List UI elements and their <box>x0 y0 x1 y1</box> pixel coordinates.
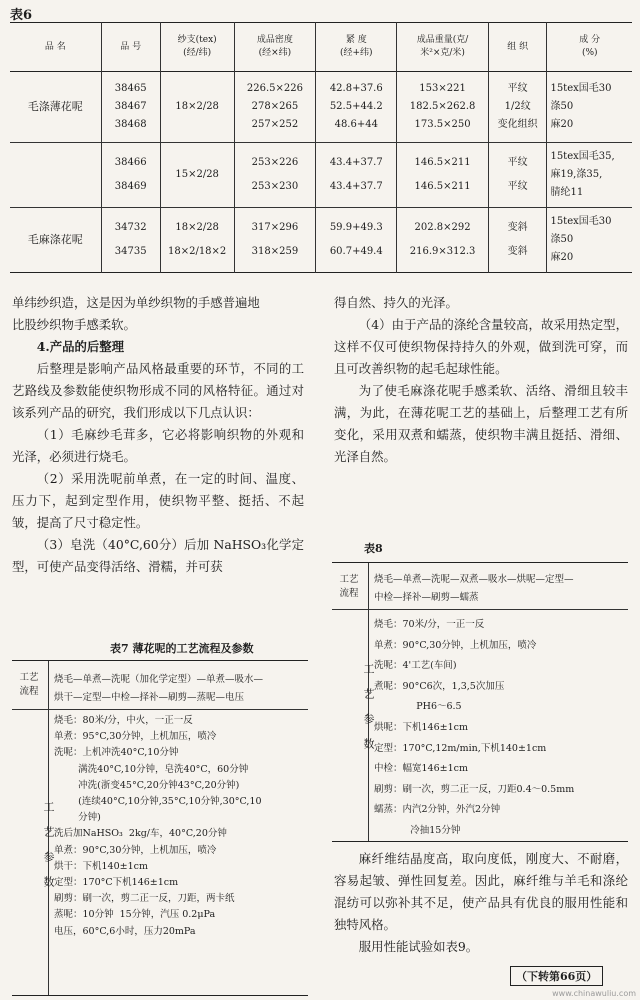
table6-value: 278×265 <box>251 101 299 112</box>
right_col-paragraph: （4）由于产品的涤纶含量较高，故采用热定型，这样不仅可使织物保持持久的外观，做到洗可穿，而且可改善织物的起毛起球性能。 <box>334 317 628 376</box>
table6-value: 226.5×226 <box>246 83 303 94</box>
table6-cell-tight <box>316 143 397 208</box>
table6-value: 146.5×211 <box>414 181 471 192</box>
param-line: 分钟) <box>54 812 101 824</box>
table6-cell-name <box>10 72 101 143</box>
table6-cell-comp <box>547 72 632 143</box>
table6-cell-weight <box>397 72 489 143</box>
table6-cell-weight <box>397 143 489 208</box>
param-line: 电压，60°C,6小时，压力20mPa <box>54 925 196 937</box>
table6-value: 18×2/28 <box>175 222 219 233</box>
table6 <box>10 22 632 273</box>
table6-header-6: 组 织 <box>488 23 547 72</box>
table6-value: 变斜 <box>507 246 528 257</box>
left_col-paragraph: 后整理是影响产品风格最重要的环节，不同的工艺路线及参数能使织物形成不同的风格特征。通过对该系列产品的研究，我们形成以下几点认识： <box>12 361 304 420</box>
param-line: 单煮：90°C,30分钟，上机加压，喷冷 <box>54 844 217 856</box>
table7 <box>12 660 308 996</box>
table6-header-1: 品 号 <box>101 23 160 72</box>
flow-label-1: 工艺 <box>339 574 359 585</box>
param-line: 满洗40°C,10分钟，皂洗40°C，60分钟 <box>54 763 249 775</box>
table6-value: 变斜 <box>507 222 528 233</box>
table6-value: 257×252 <box>251 119 299 130</box>
param-line: 烘呢：下机146±1cm <box>374 721 468 733</box>
table6-value: 15tex国毛30 <box>550 83 612 94</box>
table6-value: 麻20 <box>550 252 574 263</box>
table6-value: 18×2/28 <box>175 101 219 112</box>
table6-value: 涤50 <box>550 101 574 112</box>
table6-value: 42.8+37.6 <box>329 83 383 94</box>
table6-value: 202.8×292 <box>414 222 471 233</box>
param-line: 冲洗(浙变45°C,20分钟43°C,20分钟) <box>54 779 240 791</box>
table6-value: 182.5×262.8 <box>409 101 476 112</box>
table6-value: 48.6+44 <box>334 119 378 130</box>
param-line: 单煮：90°C,30分钟，上机加压，喷冷 <box>374 639 537 651</box>
table6-cell-density <box>234 208 316 273</box>
table6-value: 253×230 <box>251 181 299 192</box>
left_col-paragraph: 比股纱织物手感柔软。 <box>12 317 136 332</box>
table6-cell-name <box>10 208 101 273</box>
table6-value: 173.5×250 <box>414 119 471 130</box>
table6-value: 毛麻涤花呢 <box>27 233 83 246</box>
table6-cell-weave <box>488 143 547 208</box>
table6-row <box>10 72 632 143</box>
flow-line: 烧毛—单煮—洗呢—双煮—吸水—烘呢—定型— <box>374 574 574 585</box>
flow-label-2: 流程 <box>339 588 359 599</box>
table6-value: 60.7+49.4 <box>329 246 383 257</box>
table7-params <box>54 713 304 940</box>
table6-header-2: 纱支(tex) (经/纬) <box>160 23 234 72</box>
right_col-paragraph: 为了使毛麻涤花呢手感柔软、活络、滑细且较丰满，为此，在薄花呢工艺的基础上，后整理工艺有所变化，采用双煮和蠕蒸，使织物丰满且挺括、滑细、光泽自然。 <box>334 383 628 464</box>
table6-value: 平纹 <box>507 181 528 192</box>
table6-header-4: 紧 度 (经+纬) <box>316 23 397 72</box>
right_col-paragraph: 得自然、持久的光泽。 <box>334 295 458 310</box>
table6-value: 15tex国毛35, <box>550 151 615 162</box>
param-line: PH6～6.5 <box>374 701 462 713</box>
table6-cell-codes <box>101 72 160 143</box>
table6-value: 146.5×211 <box>414 157 471 168</box>
table7-param-label: 工艺参数 <box>42 801 55 901</box>
table6-row <box>10 208 632 273</box>
table7-title: 表7 薄花呢的工艺流程及参数 <box>110 642 254 655</box>
table6-cell-comp <box>547 143 632 208</box>
table6-value: 15×2/28 <box>175 169 219 180</box>
param-line: 中检：幅宽146±1cm <box>374 763 468 775</box>
bottom_right-paragraph: 服用性能试验如表9。 <box>358 939 479 954</box>
table6-value: 317×296 <box>251 222 299 233</box>
table6-cell-weight <box>397 208 489 273</box>
table6-value: 涤50 <box>550 234 574 245</box>
table6-cell-codes <box>101 143 160 208</box>
table6-value: 216.9×312.3 <box>409 246 476 257</box>
table6-header-5: 成品重量(克/ 米²×克/米) <box>397 23 489 72</box>
table6-cell-codes <box>101 208 160 273</box>
table6-header-3: 成品密度 (经×纬) <box>234 23 316 72</box>
table6-value: 1/2纹 <box>504 101 531 112</box>
param-line: 烧毛：80米/分，中火，一正一反 <box>54 715 193 726</box>
table8-params <box>374 615 624 842</box>
bottom-right-text <box>334 848 628 958</box>
table6-value: 38467 <box>114 101 147 112</box>
table6-cell-tight <box>316 72 397 143</box>
table6-cell-comp <box>547 208 632 273</box>
param-line: 烧毛：70米/分，一正一反 <box>374 619 485 630</box>
left_col-paragraph: 4.产品的后整理 <box>36 339 125 354</box>
param-line: 煮呢：90°C6次，1,3,5次加压 <box>374 680 505 692</box>
table6-row <box>10 143 632 208</box>
param-line: 冷抽15分钟 <box>374 824 461 836</box>
table6-cell-density <box>234 72 316 143</box>
param-line: 蒸呢：10分钟 15分钟，汽压 0.2μPa <box>54 909 216 921</box>
table6-value: 59.9+49.3 <box>329 222 383 233</box>
table6-value: 43.4+37.7 <box>329 181 383 192</box>
table8 <box>332 562 628 842</box>
flow-label-2: 流程 <box>19 686 39 697</box>
table8-flow <box>374 571 624 607</box>
table6-value: 毛涤薄花呢 <box>27 100 83 113</box>
table6-header-0: 品 名 <box>44 41 66 52</box>
table6-cell-tight <box>316 208 397 273</box>
table6-value: 15tex国毛30 <box>550 216 612 227</box>
param-line: 单煮：95°C,30分钟，上机加压，喷冷 <box>54 731 217 743</box>
param-line: 刷剪：刷一次，剪二正一反，刀距0.4～0.5mm <box>374 783 575 795</box>
left_col-paragraph: （2）采用洗呢前单煮，在一定的时间、温度、压力下，起到定型作用，使织物平整、挺括、不起皱，提高了尺寸稳定性。 <box>12 471 304 530</box>
param-line: 定型：170°C,12m/min,下机140±1cm <box>374 742 547 754</box>
table6-header-7: 成 分 (%) <box>547 23 632 72</box>
table6-value: 34732 <box>114 222 147 233</box>
table6-value: 变化组织 <box>497 119 538 130</box>
table6-cell-density <box>234 143 316 208</box>
table8-title: 表8 <box>364 542 383 555</box>
table6-value: 318×259 <box>251 246 299 257</box>
param-line: 刷剪：刷一次，剪二正一反，刀距，两卡纸 <box>54 893 235 905</box>
table6-value: 34735 <box>114 246 147 257</box>
table7-flow <box>54 671 304 707</box>
table6-cell-yarn <box>160 143 234 208</box>
left_col-paragraph: （3）皂洗（40°C,60分）后加 NaHSO₃化学定型，可使产品变得活络、滑糯，并可获 <box>12 537 304 574</box>
table6-value: 18×2/18×2 <box>167 246 227 257</box>
right-column-text <box>334 292 628 468</box>
table6-cell-yarn <box>160 72 234 143</box>
table6-cell-yarn <box>160 208 234 273</box>
bottom_right-paragraph: 麻纤维结晶度高，取向度低，刚度大、不耐磨，容易起皱、弹性回复差。因此，麻纤维与羊毛和涤纶混纺可以弥补其不足，使产品具有优良的服用性能和独特风格。 <box>334 851 628 932</box>
table6-value: 麻19,涤35, <box>550 169 603 180</box>
table6-value: 腈纶11 <box>550 187 584 198</box>
table6-value: 38466 <box>114 157 147 168</box>
table6-value: 38469 <box>114 181 147 192</box>
table6-cell-name <box>10 143 101 208</box>
table6-value: 平纹 <box>507 157 528 168</box>
table6-title: 表6 <box>10 8 33 23</box>
table6-cell-weave <box>488 72 547 143</box>
param-line: 蠕蒸：内汽2分钟，外汽2分钟 <box>374 804 501 816</box>
flow-line: 中检—择补—刷剪—蠕蒸 <box>374 592 479 603</box>
watermark: www.chinawuliu.com <box>552 989 636 998</box>
param-line: 洗呢：上机冲洗40°C,10分钟 <box>54 747 179 759</box>
flow-line: 烧毛—单煮—洗呢（加化学定型）—单煮—吸水— <box>54 674 264 685</box>
table6-value: 平纹 <box>507 83 528 94</box>
table7-flow-label <box>12 671 46 699</box>
table6-value: 38465 <box>114 83 147 94</box>
left_col-paragraph: 单纬纱织造，这是因为单纱织物的手感普遍地 <box>12 295 260 310</box>
flow-line: 烘干—定型—中检—择补—刷剪—蒸呢—电压 <box>54 692 245 703</box>
left-column-text <box>12 292 304 578</box>
table6-value: 253×226 <box>251 157 299 168</box>
left_col-paragraph: （1）毛麻纱毛茸多，它必将影响织物的外观和光泽，必须进行烧毛。 <box>12 427 304 464</box>
param-line: 洗呢：4'工艺(车间) <box>374 660 457 672</box>
continued-note: （下转第66页） <box>510 966 603 986</box>
table6-value: 153×221 <box>419 83 466 94</box>
table8-param-label: 工艺参数 <box>362 663 375 763</box>
table6-value: 38468 <box>114 119 147 130</box>
table6-value: 52.5+44.2 <box>329 101 383 112</box>
param-line: 洗后加NaHSO₃ 2kg/车，40°C,20分钟 <box>54 828 227 840</box>
param-line: 烘干：下机140±1cm <box>54 860 148 872</box>
flow-label-1: 工艺 <box>19 672 39 683</box>
table6-cell-weave <box>488 208 547 273</box>
param-line: (连续40°C,10分钟,35°C,10分钟,30°C,10 <box>54 796 262 808</box>
table8-flow-label <box>332 573 366 601</box>
table6-value: 麻20 <box>550 119 574 130</box>
param-line: 定型：170°C下机146±1cm <box>54 877 179 889</box>
table6-value: 43.4+37.7 <box>329 157 383 168</box>
